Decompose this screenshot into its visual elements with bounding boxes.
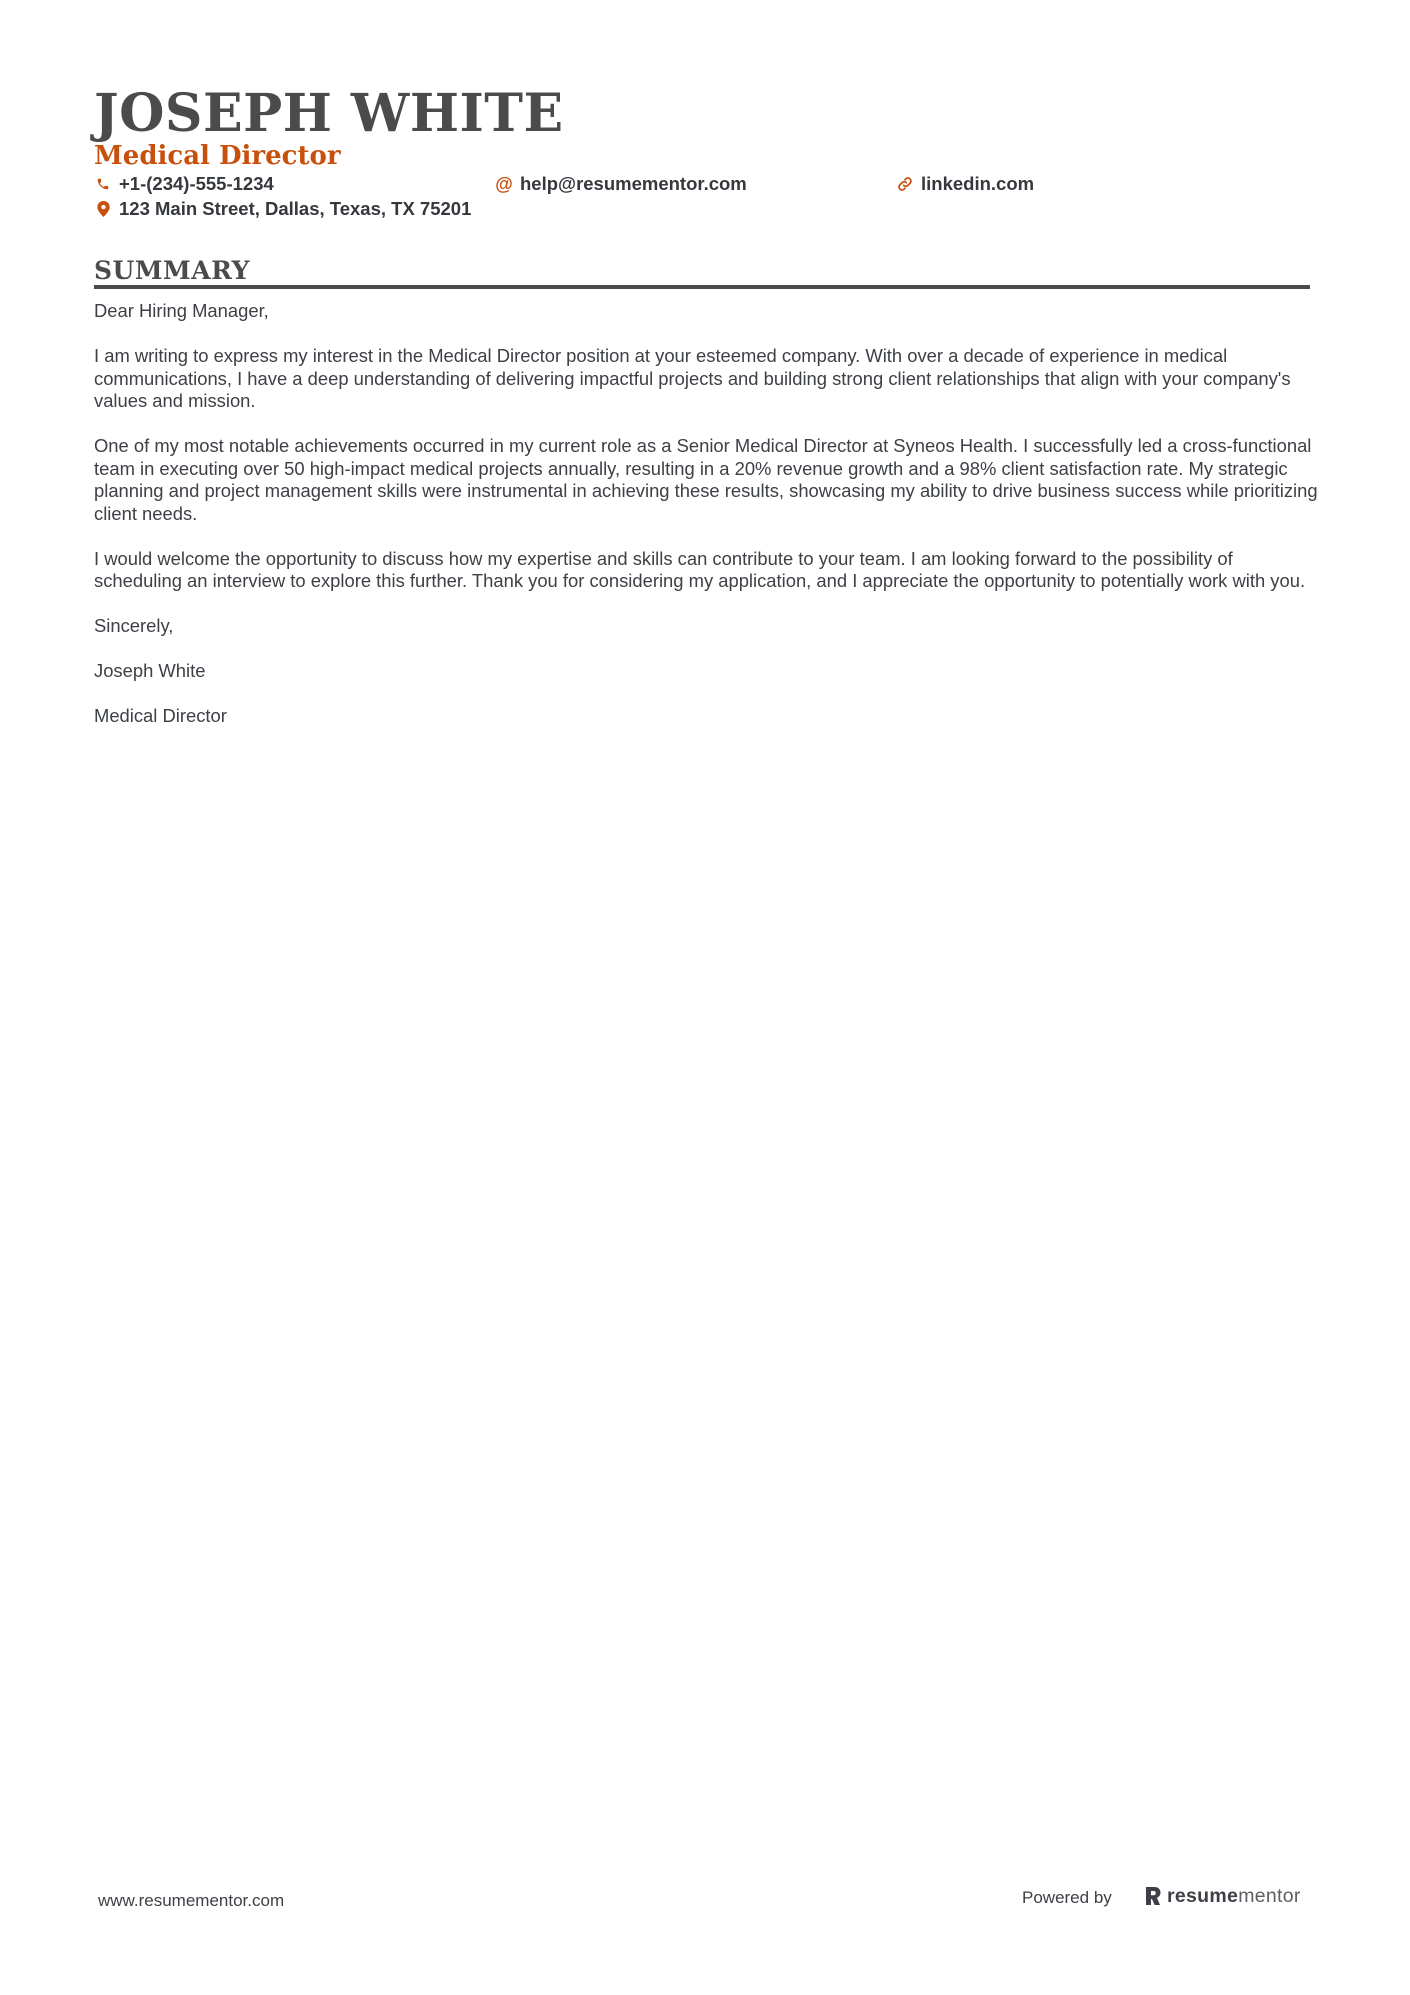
linkedin-text[interactable]: linkedin.com bbox=[921, 173, 1035, 194]
contact-linkedin bbox=[897, 172, 1034, 196]
letter-paragraph: I would welcome the opportunity to discuss how my expertise and skills can contribute to your team. I am looking forward to the possibility of scheduling an interview to explore this further. Thank you for considering my application, and I appreciate the opportunity to potentially work with you. bbox=[94, 547, 1306, 591]
brand-wordmark-light: mentor bbox=[1238, 1885, 1301, 1907]
signature-title: Medical Director bbox=[94, 705, 227, 726]
at-icon: @ bbox=[495, 174, 513, 194]
contact-phone bbox=[95, 172, 274, 196]
candidate-name: JOSEPH WHITE bbox=[94, 83, 564, 144]
brand-wordmark-strong: resume bbox=[1167, 1885, 1239, 1907]
email-text[interactable]: help@resumementor.com bbox=[520, 173, 747, 194]
location-pin-icon bbox=[95, 200, 111, 218]
salutation: Dear Hiring Manager, bbox=[94, 300, 269, 321]
candidate-title: Medical Director bbox=[94, 141, 341, 171]
phone-text: +1-(234)-555-1234 bbox=[119, 173, 274, 194]
closing: Sincerely, bbox=[94, 615, 174, 636]
summary-heading: SUMMARY bbox=[94, 256, 250, 285]
section-divider bbox=[94, 285, 1310, 289]
contact-email bbox=[496, 172, 747, 196]
powered-by-label: Powered by bbox=[1022, 1888, 1112, 1907]
phone-icon bbox=[95, 175, 111, 193]
contact-address bbox=[95, 197, 471, 221]
footer-url[interactable]: www.resumementor.com bbox=[98, 1891, 285, 1910]
link-icon bbox=[897, 175, 913, 193]
signature-name: Joseph White bbox=[94, 660, 206, 681]
brand-wordmark bbox=[1167, 1884, 1301, 1908]
resumementor-logo-icon bbox=[1144, 1885, 1162, 1907]
address-text: 123 Main Street, Dallas, Texas, TX 75201 bbox=[119, 198, 472, 219]
letter-paragraph: One of my most notable achievements occurred in my current role as a Senior Medical Director at Syneos Health. I successfully led a cross-functional team in executing over 50 high-impact medical projects annually, resulting in a 20% revenue growth and a 98% client satisfaction rate. My strategic planning and project management skills were instrumental in achieving these results, showcasing my ability to drive business success while prioritizing client needs. bbox=[94, 435, 1318, 524]
letter-paragraph: I am writing to express my interest in the Medical Director position at your esteemed company. With over a decade of experience in medical communications, I have a deep understanding of delivering impactful projects and building strong client relationships that align with your company's values and mission. bbox=[94, 345, 1291, 411]
letter-body bbox=[94, 300, 1319, 750]
brand-logo-link[interactable] bbox=[1144, 1884, 1301, 1908]
